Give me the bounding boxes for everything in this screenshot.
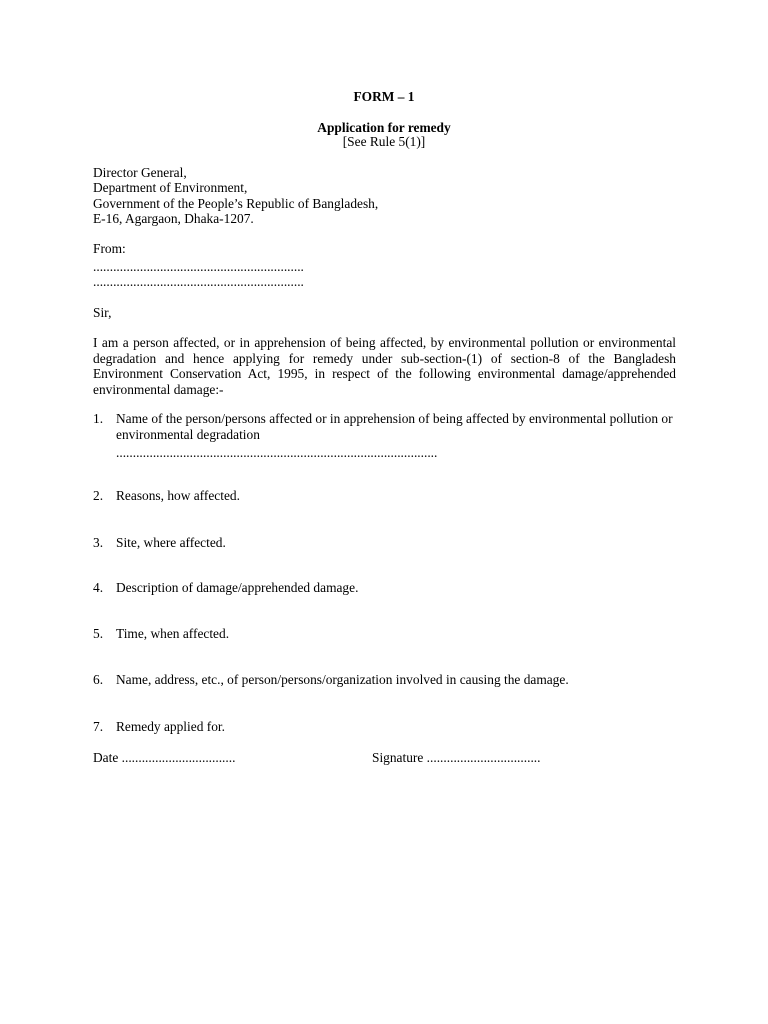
form-heading: Application for remedy — [317, 120, 451, 135]
salutation: Sir, — [93, 305, 112, 320]
item-number: 1. — [93, 411, 104, 426]
item-text: Name, address, etc., of person/persons/organization involved in causing the damage. — [116, 672, 569, 687]
item-text: Name of the person/persons affected or in apprehension of being affected by environmental pollution or environmental degradation — [116, 411, 673, 442]
item-number: 5. — [93, 626, 104, 641]
rule-reference: [See Rule 5(1)] — [342, 134, 426, 149]
item-text: Remedy applied for. — [116, 719, 225, 734]
addressee-line: Government of the People’s Republic of Bangladesh, — [93, 196, 379, 211]
from-blank-line: ............................................................... — [93, 274, 304, 289]
addressee-line: Department of Environment, — [93, 180, 248, 195]
item-text: Reasons, how affected. — [116, 488, 240, 503]
signature-field: Signature .................................. — [372, 750, 541, 765]
from-label: From: — [93, 241, 126, 256]
addressee-line: Director General, — [93, 165, 187, 180]
addressee-line: E-16, Agargaon, Dhaka-1207. — [93, 211, 254, 226]
item-text: Description of damage/apprehended damage. — [116, 580, 359, 595]
date-field: Date .................................. — [93, 750, 236, 765]
item-number: 4. — [93, 580, 104, 595]
form-title: FORM – 1 — [353, 89, 415, 104]
item-text: Site, where affected. — [116, 535, 226, 550]
item-number: 3. — [93, 535, 104, 550]
item-blank-line: ................................................................................................ — [116, 445, 438, 460]
item-number: 7. — [93, 719, 104, 734]
body-paragraph: I am a person affected, or in apprehension of being affected, by environmental pollution or environmental degradation and hence applying for remedy under sub-section-(1) of section-8 of the Bangladesh Environment Conservation Act, 1995, in respect of the following environmental damage/apprehended environmental damage:- — [93, 335, 676, 397]
from-blank-line: ............................................................... — [93, 259, 304, 274]
item-text: Time, when affected. — [116, 626, 230, 641]
item-number: 2. — [93, 488, 104, 503]
item-number: 6. — [93, 672, 104, 687]
